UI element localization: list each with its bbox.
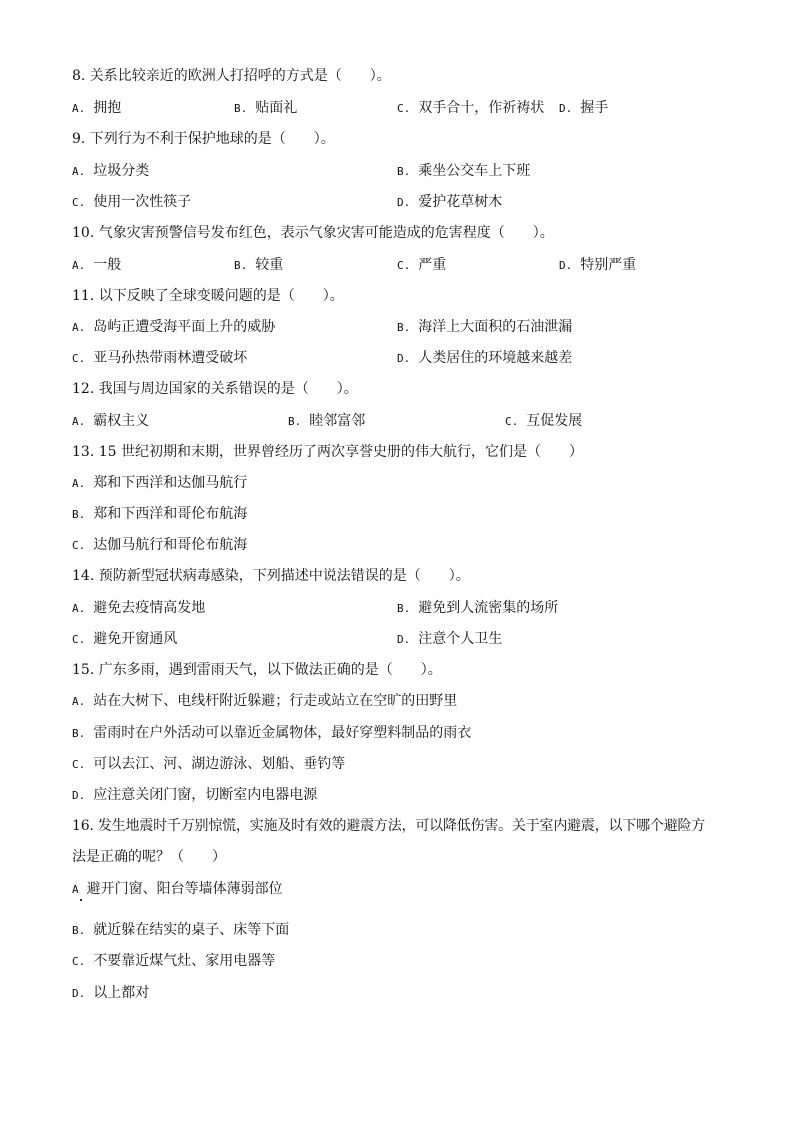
option-letter: B. — [397, 602, 411, 615]
option[interactable] — [288, 412, 365, 431]
option[interactable] — [72, 349, 247, 368]
option-letter: A. — [72, 102, 86, 115]
option-letter: C. — [72, 758, 86, 771]
option[interactable] — [72, 256, 121, 275]
option-letter: A. — [72, 165, 86, 178]
question-stem: 16. 发生地震时千万别惊慌，实施及时有效的避震方法，可以降低伤害。关于室内避震，以下哪个避险方 — [72, 818, 706, 834]
option-text: 避免到人流密集的场所 — [418, 600, 559, 616]
option-letter: B. — [288, 415, 302, 428]
option[interactable] — [72, 952, 275, 971]
option[interactable] — [72, 786, 317, 805]
option[interactable] — [72, 692, 457, 711]
option-letter: C. — [72, 196, 86, 209]
option-letter: C. — [397, 102, 411, 115]
option-text: 双手合十，作祈祷状 — [418, 100, 545, 116]
stray-dot — [80, 899, 82, 901]
option-letter: C. — [505, 415, 519, 428]
option-letter: B. — [397, 321, 411, 334]
option[interactable] — [72, 99, 121, 118]
option[interactable] — [559, 99, 608, 118]
option-text: 郑和下西洋和哥伦布航海 — [93, 506, 248, 522]
option[interactable] — [397, 99, 544, 118]
option[interactable] — [72, 412, 149, 431]
option[interactable] — [397, 193, 502, 212]
option-text: 垃圾分类 — [93, 163, 150, 179]
option[interactable] — [397, 162, 530, 181]
question-stem: 14. 预防新型冠状病毒感染，下列描述中说法错误的是（ ）。 — [72, 568, 470, 584]
option-letter: D. — [559, 259, 573, 272]
option-letter: D. — [397, 633, 411, 646]
option-text: 贴面礼 — [255, 100, 298, 116]
option-letter: D. — [397, 352, 411, 365]
option-letter: B. — [72, 727, 86, 740]
option-letter: C. — [72, 955, 86, 968]
option-letter: A. — [72, 602, 86, 615]
option-letter: A. — [72, 695, 86, 708]
option[interactable] — [72, 162, 149, 181]
option-text: 避免去疫情高发地 — [93, 600, 206, 616]
question-stem: 12. 我国与周边国家的关系错误的是（ ）。 — [72, 381, 358, 397]
option[interactable] — [397, 256, 446, 275]
option-text: 较重 — [255, 257, 284, 273]
option-text: 不要靠近煤气灶、家用电器等 — [93, 953, 276, 969]
option-text: 一般 — [93, 257, 122, 273]
option[interactable] — [72, 880, 283, 899]
option[interactable] — [72, 474, 247, 493]
option[interactable] — [397, 599, 558, 618]
option-text: 严重 — [418, 257, 447, 273]
option-letter: B. — [72, 508, 86, 521]
option-letter: A. — [72, 415, 86, 428]
option-text: 郑和下西洋和达伽马航行 — [93, 475, 248, 491]
option-text: 互促发展 — [526, 413, 583, 429]
option[interactable] — [72, 599, 205, 618]
option[interactable] — [72, 755, 345, 774]
option-text: 可以去江、河、湖边游泳、划船、垂钓等 — [93, 756, 346, 772]
option-letter: D. — [397, 196, 411, 209]
question-stem: 10. 气象灾害预警信号发布红色，表示气象灾害可能造成的危害程度（ ）。 — [72, 225, 554, 241]
option-letter: B. — [234, 102, 248, 115]
option-letter: C. — [72, 633, 86, 646]
option-text: 避开门窗、阳台等墙体薄弱部位 — [86, 881, 283, 897]
option-text: 使用一次性筷子 — [93, 194, 192, 210]
option[interactable] — [72, 921, 289, 940]
option-text: 避免开窗通风 — [93, 631, 178, 647]
option-letter: D. — [72, 789, 86, 802]
question-stem: 8. 关系比较亲近的欧洲人打招呼的方式是（ ）。 — [72, 68, 391, 84]
option-text: 海洋上大面积的石油泄漏 — [418, 319, 573, 335]
option-text: 雷雨时在户外活动可以靠近金属物体，最好穿塑料制品的雨衣 — [93, 725, 472, 741]
question-stem-continued: 法是正确的呢？（ ） — [72, 849, 226, 865]
option-text: 乘坐公交车上下班 — [418, 163, 531, 179]
option[interactable] — [72, 984, 149, 1003]
option-letter: C. — [72, 352, 86, 365]
option[interactable] — [72, 724, 471, 743]
option[interactable] — [397, 318, 572, 337]
option-letter: A. — [72, 477, 86, 490]
option-letter: B. — [234, 259, 248, 272]
option-text: 人类居住的环境越来越差 — [418, 350, 573, 366]
question-stem: 15. 广东多雨，遇到雷雨天气，以下做法正确的是（ ）。 — [72, 662, 442, 678]
option-letter: A. — [72, 321, 86, 334]
option[interactable] — [72, 536, 247, 555]
option-text: 达伽马航行和哥伦布航海 — [93, 537, 248, 553]
option[interactable] — [397, 630, 502, 649]
option[interactable] — [72, 505, 247, 524]
question-stem: 13. 15 世纪初期和末期，世界曾经历了两次享誉史册的伟大航行，它们是（ ） — [72, 444, 583, 460]
option-text: 岛屿正遭受海平面上升的威胁 — [93, 319, 276, 335]
option-letter: A. — [72, 259, 86, 272]
option-letter: D. — [72, 987, 86, 1000]
option[interactable] — [72, 318, 275, 337]
option-text: 注意个人卫生 — [418, 631, 503, 647]
option-text: 霸权主义 — [93, 413, 150, 429]
option-text: 特别严重 — [580, 257, 637, 273]
option-letter: C. — [397, 259, 411, 272]
option[interactable] — [505, 412, 582, 431]
option-text: 就近躲在结实的桌子、床等下面 — [93, 922, 290, 938]
question-stem: 9. 下列行为不利于保护地球的是（ ）。 — [72, 131, 335, 147]
option[interactable] — [234, 99, 297, 118]
option-text: 睦邻富邻 — [309, 413, 366, 429]
option[interactable] — [559, 256, 636, 275]
option-text: 握手 — [580, 100, 609, 116]
option-text: 亚马孙热带雨林遭受破坏 — [93, 350, 248, 366]
option-text: 爱护花草树木 — [418, 194, 503, 210]
option[interactable] — [72, 630, 177, 649]
option-letter: A — [72, 883, 79, 896]
question-stem: 11. 以下反映了全球变暖问题的是（ ）。 — [72, 288, 344, 304]
option[interactable] — [397, 349, 572, 368]
option-letter: B. — [72, 924, 86, 937]
option-text: 以上都对 — [93, 985, 150, 1001]
option-letter: C. — [72, 539, 86, 552]
option-text: 应注意关闭门窗，切断室内电器电源 — [93, 787, 318, 803]
option-letter: D. — [559, 102, 573, 115]
option[interactable] — [234, 256, 283, 275]
option-text: 站在大树下、电线杆附近躲避；行走或站立在空旷的田野里 — [93, 693, 458, 709]
option-letter: B. — [397, 165, 411, 178]
option[interactable] — [72, 193, 191, 212]
option-text: 拥抱 — [93, 100, 122, 116]
